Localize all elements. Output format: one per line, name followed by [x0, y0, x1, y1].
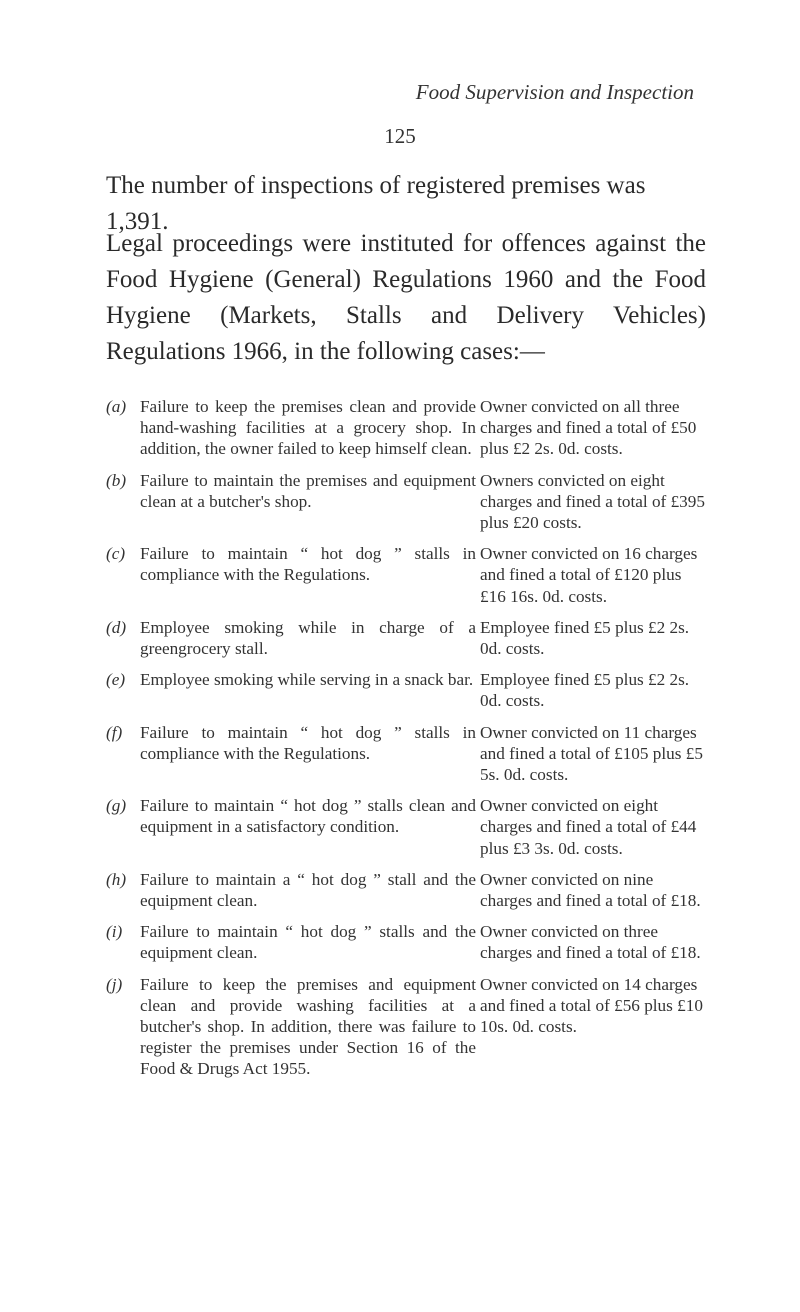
case-letter: (e): [106, 670, 126, 690]
case-offence: Failure to keep the premises and equipment clean and provide washing facilities at a butcher's shop. In addition, there was failure to register the premises under Section 16 of the Food & Drugs Act 1955.: [140, 974, 476, 1079]
intro-inspections: The number of inspections of registered premises was 1,391.: [106, 172, 646, 235]
case-outcome: Employee fined £5 plus £2 2s. 0d. costs.: [480, 617, 690, 659]
case-offence: Employee smoking while in charge of a greengrocery stall.: [140, 617, 476, 659]
case-letter: (a): [106, 397, 127, 416]
case-letter: (g): [106, 796, 127, 816]
case-offence: Failure to maintain “ hot dog ” stalls and the equipment clean.: [140, 922, 476, 963]
running-head: Food Supervision and Inspection: [415, 80, 694, 104]
page-number: 125: [384, 124, 416, 148]
case-letter: (f): [106, 722, 123, 742]
case-item: [106, 470, 706, 534]
case-offence: Failure to maintain the premises and equipment clean at a butcher's shop.: [140, 470, 476, 511]
case-item: [106, 974, 706, 1080]
case-offence: Employee smoking while serving in a snack bar.: [140, 670, 474, 690]
case-outcome: Owner convicted on 11 charges and fined a total of £105 plus £5 5s. 0d. costs.: [480, 722, 703, 785]
case-item: [106, 869, 706, 911]
case-offence: Failure to keep the premises clean and provide hand-washing facilities at a grocery shop. In addition, the owner failed to keep himself clean.: [140, 397, 476, 459]
case-letter: (h): [106, 869, 127, 889]
case-item: [106, 669, 706, 711]
case-item: [106, 543, 706, 607]
case-outcome: Owner convicted on all three charges and fined a total of £50 plus £2 2s. 0d. costs.: [480, 397, 697, 459]
case-letter: (i): [106, 922, 123, 942]
case-outcome: Employee fined £5 plus £2 2s. 0d. costs.: [480, 670, 690, 711]
case-item: [106, 722, 706, 786]
case-item: [106, 617, 706, 659]
case-outcome: Owners convicted on eight charges and fined a total of £395 plus £20 costs.: [480, 470, 705, 533]
case-item: [106, 921, 706, 963]
case-offence: Failure to maintain “ hot dog ” stalls in compliance with the Regulations.: [140, 722, 476, 763]
case-offence: Failure to maintain “ hot dog ” stalls in compliance with the Regulations.: [140, 544, 476, 585]
case-letter: (j): [106, 974, 123, 994]
case-letter: (c): [106, 544, 126, 564]
case-letter: (d): [106, 617, 127, 637]
case-offence: Failure to maintain a “ hot dog ” stall and the equipment clean.: [140, 869, 476, 911]
case-item: [106, 795, 706, 859]
case-outcome: Owner convicted on eight charges and fined a total of £44 plus £3 3s. 0d. costs.: [480, 796, 697, 858]
case-outcome: Owner convicted on 14 charges and fined a total of £56 plus £10 10s. 0d. costs.: [480, 974, 703, 1037]
cases-list: [106, 396, 706, 1090]
case-outcome: Owner convicted on nine charges and fined a total of £18.: [480, 869, 701, 911]
case-offence: Failure to maintain “ hot dog ” stalls clean and equipment in a satisfactory condition.: [140, 796, 476, 837]
case-letter: (b): [106, 470, 127, 490]
case-outcome: Owner convicted on 16 charges and fined a total of £120 plus £16 16s. 0d. costs.: [480, 544, 698, 606]
case-item: [106, 396, 706, 460]
case-outcome: Owner convicted on three charges and fined a total of £18.: [480, 922, 701, 963]
intro-proceedings: Legal proceedings were instituted for offences against the Food Hygiene (General) Regulations 1960 and the Food Hygiene (Markets, Stalls and Delivery Vehicles) Regulations 1966, in the following cases:—: [106, 230, 706, 365]
